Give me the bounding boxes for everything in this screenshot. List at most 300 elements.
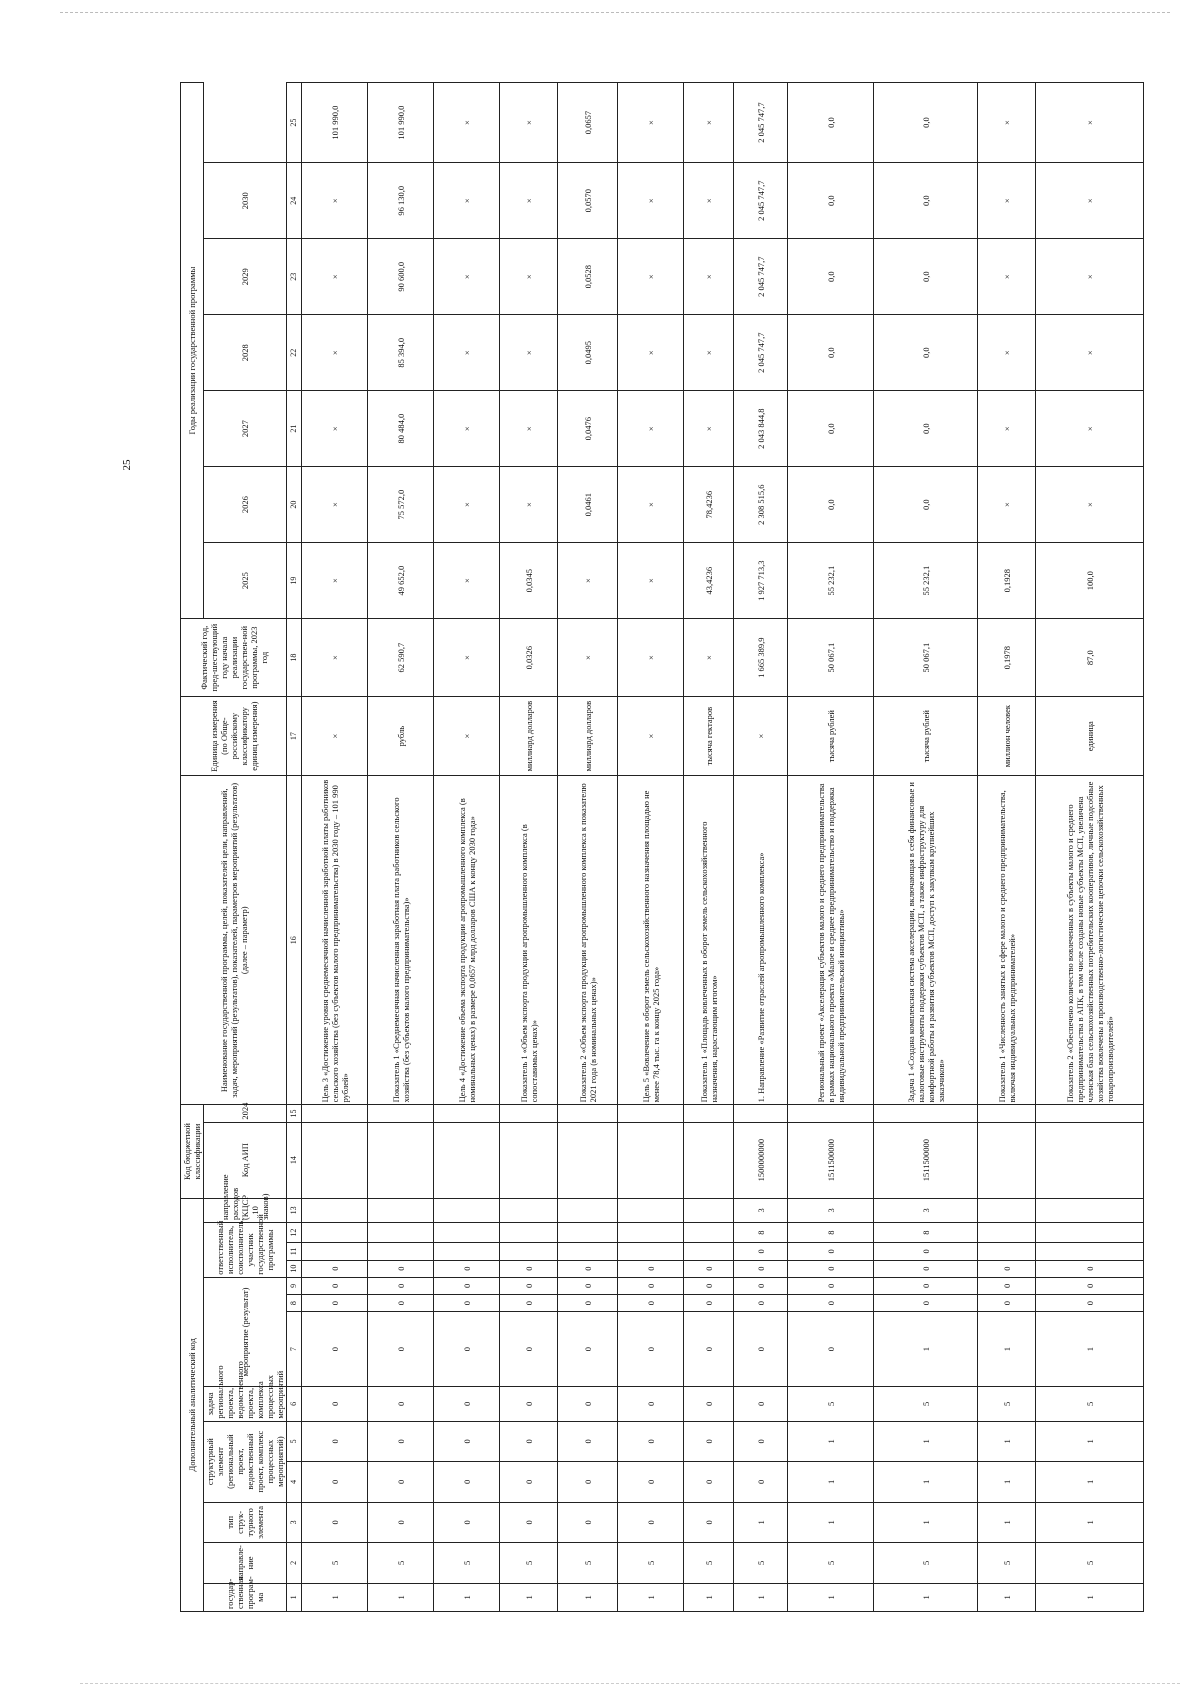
row-year-value: 0,1928 bbox=[978, 543, 1036, 619]
table-row bbox=[368, 83, 434, 1612]
row-year-value: 0,0 bbox=[874, 315, 978, 391]
row-year-value: × bbox=[434, 391, 500, 467]
row-year-value: × bbox=[434, 83, 500, 163]
code-cell: 0 bbox=[302, 1421, 368, 1462]
row-year-value: 0,0 bbox=[874, 83, 978, 163]
code-cell: 0 bbox=[684, 1387, 734, 1421]
row-year-value: × bbox=[684, 163, 734, 239]
code-cell: 1 bbox=[734, 1502, 788, 1543]
row-year-value: 2 045 747,7 bbox=[734, 315, 788, 391]
code-cell: 0 bbox=[302, 1260, 368, 1277]
code-cell: 0 bbox=[684, 1462, 734, 1503]
header-year-2028: 2028 bbox=[204, 315, 287, 391]
code-cell bbox=[302, 1105, 368, 1122]
code-cell: 1 bbox=[1036, 1312, 1144, 1387]
code-cell: 0 bbox=[302, 1502, 368, 1543]
row-year-value: 78,4236 bbox=[684, 467, 734, 543]
code-cell: 0 bbox=[788, 1243, 874, 1260]
code-cell: 0 bbox=[734, 1294, 788, 1311]
row-year-value: × bbox=[618, 467, 684, 543]
row-unit: × bbox=[302, 697, 368, 776]
table-row bbox=[978, 83, 1036, 1612]
header-task: задача регионального проекта, ведомственного проекта, комплекса процессных мероприятий bbox=[204, 1387, 287, 1421]
row-year-value: 0,0657 bbox=[558, 83, 618, 163]
scan-edge-bottom bbox=[80, 1683, 1180, 1684]
code-cell bbox=[558, 1243, 618, 1260]
column-number: 17 bbox=[287, 697, 302, 776]
code-cell: 1 bbox=[684, 1583, 734, 1611]
code-cell: 0 bbox=[558, 1312, 618, 1387]
column-number: 12 bbox=[287, 1223, 302, 1243]
code-cell: 0 bbox=[434, 1294, 500, 1311]
code-cell: 1 bbox=[1036, 1502, 1144, 1543]
code-cell bbox=[978, 1223, 1036, 1243]
column-number: 13 bbox=[287, 1198, 302, 1222]
code-cell: 1 bbox=[788, 1502, 874, 1543]
row-year-value: 0,0476 bbox=[558, 391, 618, 467]
row-year-value: × bbox=[500, 163, 558, 239]
code-cell: 0 bbox=[368, 1462, 434, 1503]
code-cell: 0 bbox=[734, 1277, 788, 1294]
row-year-value: 0,0 bbox=[788, 239, 874, 315]
code-cell bbox=[618, 1223, 684, 1243]
header-direction: направле-ние bbox=[204, 1543, 287, 1584]
header-years-title: Годы реализации государственной программы bbox=[181, 83, 204, 619]
code-cell bbox=[368, 1122, 434, 1198]
code-cell: 0 bbox=[618, 1502, 684, 1543]
row-unit: миллиард долларов bbox=[500, 697, 558, 776]
code-cell: 1 bbox=[618, 1583, 684, 1611]
row-year-value: × bbox=[684, 315, 734, 391]
code-cell bbox=[684, 1198, 734, 1222]
code-cell bbox=[434, 1198, 500, 1222]
row-year-value: × bbox=[434, 315, 500, 391]
header-year-2030: 2030 bbox=[204, 163, 287, 239]
row-year-value: 49 652,0 bbox=[368, 543, 434, 619]
code-cell: 0 bbox=[558, 1462, 618, 1503]
code-cell: 1 bbox=[978, 1421, 1036, 1462]
row-year-value: 0,0570 bbox=[558, 163, 618, 239]
column-number: 11 bbox=[287, 1243, 302, 1260]
row-year-value: × bbox=[434, 163, 500, 239]
table-row bbox=[618, 83, 684, 1612]
code-cell: 0 bbox=[788, 1312, 874, 1387]
row-year-value: 1 927 713,3 bbox=[734, 543, 788, 619]
row-base-value: × bbox=[558, 619, 618, 697]
row-year-value: × bbox=[500, 315, 558, 391]
row-year-value: 85 394,0 bbox=[368, 315, 434, 391]
row-year-value: 0,0 bbox=[788, 315, 874, 391]
row-year-value: × bbox=[978, 391, 1036, 467]
row-year-value: × bbox=[1036, 391, 1144, 467]
code-cell: 0 bbox=[618, 1294, 684, 1311]
code-cell bbox=[978, 1105, 1036, 1122]
table-row bbox=[874, 83, 978, 1612]
row-base-value: 62 590,7 bbox=[368, 619, 434, 697]
row-year-value: × bbox=[978, 83, 1036, 163]
code-cell: 0 bbox=[500, 1312, 558, 1387]
column-number: 3 bbox=[287, 1502, 302, 1543]
code-cell: 0 bbox=[734, 1312, 788, 1387]
row-name: 1. Направление «Развитие отраслей агропромышленного комплекса» bbox=[734, 776, 788, 1105]
column-number: 19 bbox=[287, 543, 302, 619]
row-unit: миллион человек bbox=[978, 697, 1036, 776]
code-cell bbox=[368, 1243, 434, 1260]
code-cell: 0 bbox=[734, 1243, 788, 1260]
code-cell: 3 bbox=[788, 1198, 874, 1222]
header-year-2025: 2025 bbox=[204, 543, 287, 619]
code-cell: 0 bbox=[978, 1277, 1036, 1294]
code-cell: 3 bbox=[734, 1198, 788, 1222]
row-name: Цель 5 «Вовлечение в оборот земель сельскохозяйственного назначения площадью не менее 78,4 тыс. га к концу 2025 года» bbox=[618, 776, 684, 1105]
column-number: 1 bbox=[287, 1583, 302, 1611]
code-cell: 1 bbox=[368, 1583, 434, 1611]
code-cell bbox=[874, 1105, 978, 1122]
code-cell: 0 bbox=[558, 1421, 618, 1462]
code-cell bbox=[558, 1223, 618, 1243]
header-executor: ответственный исполнитель, соисполнитель, участник государственной программы bbox=[204, 1223, 287, 1278]
row-year-value: 0,0 bbox=[788, 83, 874, 163]
code-cell: 5 bbox=[874, 1543, 978, 1584]
code-cell: 0 bbox=[684, 1294, 734, 1311]
code-cell: 0 bbox=[434, 1387, 500, 1421]
header-expense-dir: направление расходов (КЦСР 10 знаков) bbox=[204, 1198, 287, 1222]
code-cell: 1 bbox=[874, 1502, 978, 1543]
code-cell bbox=[500, 1223, 558, 1243]
row-year-value: 100,0 bbox=[1036, 543, 1144, 619]
code-cell: 0 bbox=[558, 1387, 618, 1421]
code-cell: 1 bbox=[734, 1583, 788, 1611]
column-number: 5 bbox=[287, 1421, 302, 1462]
row-year-value: 2 045 747,7 bbox=[734, 239, 788, 315]
code-cell: 0 bbox=[500, 1294, 558, 1311]
code-cell: 0 bbox=[734, 1462, 788, 1503]
row-year-value: × bbox=[618, 391, 684, 467]
code-cell: 5 bbox=[1036, 1543, 1144, 1584]
row-year-value: × bbox=[618, 315, 684, 391]
header-additional-code: Дополнительный аналитический код bbox=[181, 1198, 204, 1611]
row-year-value: × bbox=[684, 83, 734, 163]
header-year-2027: 2027 bbox=[204, 391, 287, 467]
header-year-2024: 2024 bbox=[204, 1105, 287, 1122]
code-cell: 0 bbox=[434, 1277, 500, 1294]
code-cell: 5 bbox=[734, 1543, 788, 1584]
row-base-value: 50 067,1 bbox=[874, 619, 978, 697]
column-number: 9 bbox=[287, 1277, 302, 1294]
row-year-value: 75 572,0 bbox=[368, 467, 434, 543]
code-cell bbox=[500, 1243, 558, 1260]
code-cell: 0 bbox=[368, 1312, 434, 1387]
code-cell: 0 bbox=[874, 1294, 978, 1311]
header-gp: государ-ственная програм-ма bbox=[204, 1583, 287, 1611]
row-year-value: 43,4236 bbox=[684, 543, 734, 619]
code-cell: 5 bbox=[788, 1543, 874, 1584]
code-cell bbox=[500, 1105, 558, 1122]
row-name: Показатель 1 «Площадь вовлеченных в оборот земель сельскохозяйственного назначения, нарастающим итогом» bbox=[684, 776, 734, 1105]
code-cell: 5 bbox=[978, 1543, 1036, 1584]
column-number: 24 bbox=[287, 163, 302, 239]
column-number: 6 bbox=[287, 1387, 302, 1421]
row-year-value: × bbox=[684, 239, 734, 315]
code-cell: 1 bbox=[874, 1583, 978, 1611]
code-cell: 0 bbox=[734, 1421, 788, 1462]
code-cell bbox=[788, 1105, 874, 1122]
row-unit: × bbox=[434, 697, 500, 776]
row-year-value: × bbox=[302, 391, 368, 467]
code-cell bbox=[1036, 1122, 1144, 1198]
code-cell bbox=[434, 1105, 500, 1122]
row-year-value: 0,0 bbox=[788, 163, 874, 239]
code-cell: 5 bbox=[434, 1543, 500, 1584]
code-cell: 0 bbox=[684, 1502, 734, 1543]
column-number: 25 bbox=[287, 83, 302, 163]
row-year-value: 2 043 844,8 bbox=[734, 391, 788, 467]
program-table-sheet bbox=[180, 82, 1130, 1612]
row-name: Показатель 2 «Обеспечено количество вовлеченных в субъекты малого и среднего предпринимательства в АПК, в том числе созданы новые субъекты МСП, увеличена членская база сельскохозяйственных потребительских кооперативов, личные подсобные хозяйства вовлечены в производственно-логистические цепочки сельскохозяйственных товаропроизводителей» bbox=[1036, 776, 1144, 1105]
code-cell: 5 bbox=[618, 1543, 684, 1584]
code-cell bbox=[978, 1198, 1036, 1222]
code-cell bbox=[302, 1122, 368, 1198]
row-year-value: × bbox=[978, 163, 1036, 239]
column-number: 16 bbox=[287, 776, 302, 1105]
row-year-value: × bbox=[434, 543, 500, 619]
code-cell bbox=[1036, 1105, 1144, 1122]
code-cell bbox=[734, 1105, 788, 1122]
row-year-value: × bbox=[618, 163, 684, 239]
row-year-value: × bbox=[684, 391, 734, 467]
header-budget-class: Код бюджетной классификации bbox=[181, 1105, 204, 1198]
row-name: Задача 1 «Создана комплексная система акселерации, включающая в себя финансовые и налоговые инструменты поддержки субъектов МСП, а также инфраструктуру для комфортной работы и развития субъектов МСП, доступ к закупкам крупнейших заказчиков» bbox=[874, 776, 978, 1105]
code-cell: 0 bbox=[368, 1294, 434, 1311]
code-cell: 0 bbox=[368, 1260, 434, 1277]
row-year-value: × bbox=[302, 239, 368, 315]
row-year-value: 0,0 bbox=[874, 239, 978, 315]
code-cell bbox=[684, 1122, 734, 1198]
code-cell: 1 bbox=[1036, 1583, 1144, 1611]
code-cell: 0 bbox=[434, 1421, 500, 1462]
code-cell: 5 bbox=[500, 1543, 558, 1584]
code-cell: 1 bbox=[558, 1583, 618, 1611]
row-year-value: × bbox=[618, 239, 684, 315]
column-number: 2 bbox=[287, 1543, 302, 1584]
row-year-value: × bbox=[558, 543, 618, 619]
row-unit: × bbox=[734, 697, 788, 776]
code-cell: 5 bbox=[368, 1543, 434, 1584]
code-cell: 0 bbox=[734, 1260, 788, 1277]
header-base-year: Фактический год, пред-шествующий году начала реализации государствен-ной программы, 2023 год bbox=[181, 619, 287, 697]
row-year-value: × bbox=[978, 239, 1036, 315]
row-year-value: 2 045 747,7 bbox=[734, 83, 788, 163]
column-number: 14 bbox=[287, 1122, 302, 1198]
column-number: 10 bbox=[287, 1260, 302, 1277]
header-event: мероприятие (результат) bbox=[204, 1277, 287, 1386]
code-cell: 1 bbox=[1036, 1462, 1144, 1503]
code-cell: 1500000000 bbox=[734, 1122, 788, 1198]
column-number: 22 bbox=[287, 315, 302, 391]
row-year-value: × bbox=[618, 543, 684, 619]
code-cell: 5 bbox=[874, 1387, 978, 1421]
code-cell: 1 bbox=[302, 1583, 368, 1611]
code-cell: 1 bbox=[978, 1502, 1036, 1543]
code-cell: 0 bbox=[368, 1387, 434, 1421]
code-cell: 0 bbox=[618, 1462, 684, 1503]
code-cell bbox=[500, 1122, 558, 1198]
row-base-value: × bbox=[684, 619, 734, 697]
code-cell: 0 bbox=[978, 1294, 1036, 1311]
row-year-value: × bbox=[302, 467, 368, 543]
code-cell: 5 bbox=[302, 1543, 368, 1584]
table-body bbox=[302, 83, 1144, 1612]
row-unit: тысяча гектаров bbox=[684, 697, 734, 776]
code-cell bbox=[434, 1122, 500, 1198]
table-row bbox=[1036, 83, 1144, 1612]
row-name: Цель 3 «Достижение уровня среднемесячной начисленной заработной платы работников сельского хозяйства (без субъектов малого предпринимательства) в 2030 году – 101 990 рублей» bbox=[302, 776, 368, 1105]
table-row bbox=[684, 83, 734, 1612]
row-base-value: 0,0326 bbox=[500, 619, 558, 697]
row-year-value: 0,0528 bbox=[558, 239, 618, 315]
code-cell: 0 bbox=[1036, 1277, 1144, 1294]
row-name: Показатель 1 «Среднемесячная начисленная заработная плата работников сельского хозяйства (без субъектов малого предпринимательства)» bbox=[368, 776, 434, 1105]
column-number: 7 bbox=[287, 1312, 302, 1387]
code-cell: 1 bbox=[788, 1583, 874, 1611]
row-year-value: 0,0 bbox=[788, 391, 874, 467]
row-year-value: 101 990,0 bbox=[302, 83, 368, 163]
code-cell: 0 bbox=[1036, 1294, 1144, 1311]
code-cell bbox=[302, 1223, 368, 1243]
code-cell: 0 bbox=[618, 1387, 684, 1421]
code-cell: 0 bbox=[500, 1387, 558, 1421]
row-year-value: × bbox=[1036, 239, 1144, 315]
code-cell bbox=[684, 1223, 734, 1243]
code-cell bbox=[558, 1122, 618, 1198]
code-cell bbox=[368, 1198, 434, 1222]
code-cell: 0 bbox=[368, 1277, 434, 1294]
row-year-value: × bbox=[500, 467, 558, 543]
row-name: Показатель 1 «Объем экспорта продукции агропромышленного комплекса (в сопоставимых ценах)» bbox=[500, 776, 558, 1105]
column-number: 15 bbox=[287, 1105, 302, 1122]
row-name: Цель 4 «Достижение объема экспорта продукции агропромышленного комплекса (в номинальных ценах) в размере 0,0657 млрд долларов США к концу 2030 года» bbox=[434, 776, 500, 1105]
code-cell bbox=[1036, 1223, 1144, 1243]
code-cell: 0 bbox=[874, 1260, 978, 1277]
row-year-value: × bbox=[1036, 83, 1144, 163]
code-cell bbox=[618, 1198, 684, 1222]
row-year-value: 55 232,1 bbox=[788, 543, 874, 619]
code-cell: 1 bbox=[978, 1312, 1036, 1387]
code-cell: 1 bbox=[978, 1462, 1036, 1503]
code-cell: 0 bbox=[302, 1462, 368, 1503]
code-cell: 0 bbox=[302, 1294, 368, 1311]
code-cell: 0 bbox=[302, 1312, 368, 1387]
code-cell: 0 bbox=[788, 1260, 874, 1277]
code-cell bbox=[434, 1223, 500, 1243]
row-year-value: 90 600,0 bbox=[368, 239, 434, 315]
row-year-value: × bbox=[434, 467, 500, 543]
code-cell: 5 bbox=[788, 1387, 874, 1421]
table-row bbox=[558, 83, 618, 1612]
row-unit: × bbox=[618, 697, 684, 776]
row-year-value: × bbox=[302, 163, 368, 239]
row-base-value: × bbox=[302, 619, 368, 697]
row-base-value: 50 067,1 bbox=[788, 619, 874, 697]
row-year-value: 0,0345 bbox=[500, 543, 558, 619]
code-cell bbox=[684, 1105, 734, 1122]
code-cell: 1 bbox=[874, 1462, 978, 1503]
row-year-value: × bbox=[302, 315, 368, 391]
code-cell: 0 bbox=[500, 1462, 558, 1503]
code-cell: 5 bbox=[978, 1387, 1036, 1421]
row-year-value: × bbox=[1036, 163, 1144, 239]
row-year-value: 96 130,0 bbox=[368, 163, 434, 239]
code-cell bbox=[1036, 1198, 1144, 1222]
code-cell: 0 bbox=[618, 1312, 684, 1387]
code-cell: 0 bbox=[368, 1421, 434, 1462]
code-cell: 0 bbox=[302, 1277, 368, 1294]
column-number: 23 bbox=[287, 239, 302, 315]
column-number-row bbox=[287, 83, 302, 1612]
code-cell: 5 bbox=[684, 1543, 734, 1584]
column-number: 20 bbox=[287, 467, 302, 543]
row-base-value: 1 665 389,9 bbox=[734, 619, 788, 697]
scan-edge-top bbox=[60, 12, 1170, 13]
code-cell bbox=[618, 1105, 684, 1122]
row-year-value: × bbox=[1036, 467, 1144, 543]
code-cell: 1 bbox=[874, 1312, 978, 1387]
code-cell: 0 bbox=[684, 1312, 734, 1387]
code-cell: 0 bbox=[368, 1502, 434, 1543]
code-cell: 8 bbox=[874, 1223, 978, 1243]
row-year-value: 0,0461 bbox=[558, 467, 618, 543]
row-unit: единица bbox=[1036, 697, 1144, 776]
code-cell: 0 bbox=[684, 1421, 734, 1462]
header-aip-code: Код АИП bbox=[204, 1122, 287, 1198]
code-cell: 0 bbox=[434, 1462, 500, 1503]
code-cell: 1 bbox=[978, 1583, 1036, 1611]
code-cell: 0 bbox=[558, 1277, 618, 1294]
code-cell: 0 bbox=[434, 1260, 500, 1277]
code-cell: 8 bbox=[788, 1223, 874, 1243]
code-cell: 0 bbox=[434, 1312, 500, 1387]
row-year-value: 0,0 bbox=[874, 467, 978, 543]
table-row bbox=[302, 83, 368, 1612]
code-cell: 0 bbox=[558, 1260, 618, 1277]
header-unit: Единица измерения (по Обще-российскому классификатору единиц измерения) bbox=[181, 697, 287, 776]
row-year-value: 55 232,1 bbox=[874, 543, 978, 619]
header-year-2026: 2026 bbox=[204, 467, 287, 543]
row-base-value: × bbox=[618, 619, 684, 697]
row-year-value: 0,0495 bbox=[558, 315, 618, 391]
code-cell: 0 bbox=[788, 1294, 874, 1311]
row-base-value: 87,0 bbox=[1036, 619, 1144, 697]
code-cell: 0 bbox=[618, 1260, 684, 1277]
row-year-value: × bbox=[302, 543, 368, 619]
code-cell: 0 bbox=[874, 1243, 978, 1260]
column-number: 21 bbox=[287, 391, 302, 467]
code-cell: 0 bbox=[874, 1277, 978, 1294]
header-name: Наименование государственной программы, целей, показателей цели, направлений, задач, мероприятий (результатов), показателей, параметров мероприятий (результатов) (далее – параметр) bbox=[181, 776, 287, 1105]
header-year-2029: 2029 bbox=[204, 239, 287, 315]
code-cell: 0 bbox=[618, 1421, 684, 1462]
row-base-value: 0,1978 bbox=[978, 619, 1036, 697]
code-cell bbox=[500, 1198, 558, 1222]
code-cell bbox=[434, 1243, 500, 1260]
row-name: Показатель 1 «Численность занятых в сфере малого и среднего предпринимательства, включая индивидуальных предпринимателей» bbox=[978, 776, 1036, 1105]
code-cell bbox=[558, 1105, 618, 1122]
code-cell bbox=[302, 1198, 368, 1222]
page-number: 25 bbox=[121, 459, 133, 471]
code-cell bbox=[1036, 1243, 1144, 1260]
header-struct-type: тип струк-турного элемента bbox=[204, 1502, 287, 1543]
program-table bbox=[180, 82, 1144, 1612]
